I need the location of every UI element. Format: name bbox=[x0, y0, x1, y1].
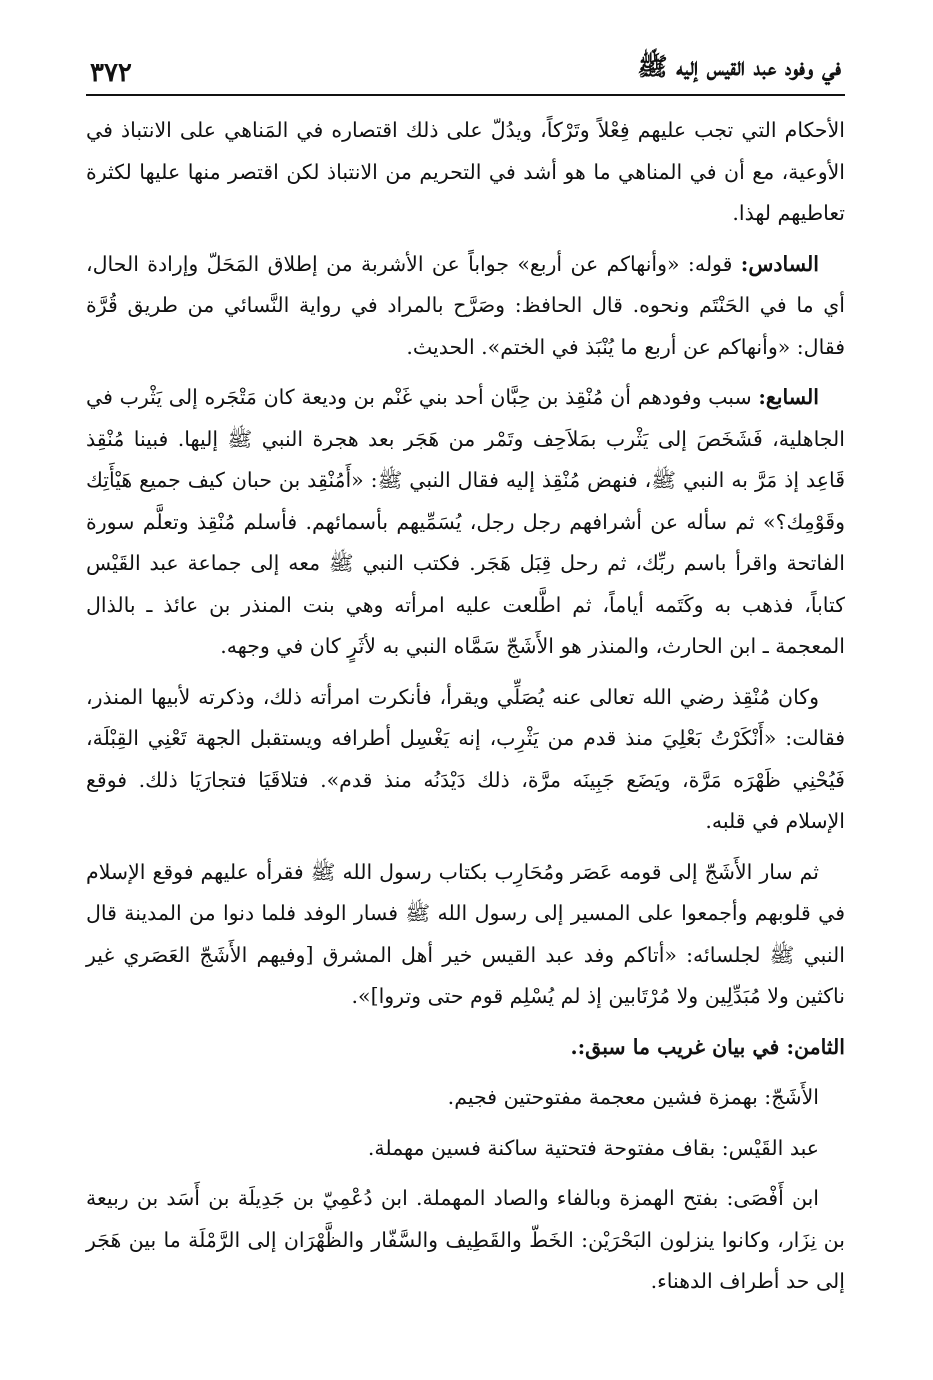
paragraph-1 bbox=[86, 110, 845, 235]
chapter-title: في وفود عبد القيس إليه ﷺ bbox=[637, 52, 841, 81]
section-lead: السادس: bbox=[740, 251, 819, 276]
glossary-entry bbox=[86, 1128, 845, 1170]
paragraph-text: وكان مُنْقِذ رضي الله تعالى عنه يُصَلِّي ويقرأ، فأنكرت امرأته ذلك، وذكرته لأبيها المنذر، فقالت: «أَنْكَرْتُ بَعْلِيَ منذ قدم من يَثْرِب، إنه يَغْسِل أطرافه ويستقبل الجهة تَعْنِي القِبْلَة، فَيُحْنِي ظَهْرَه مَرَّة، ويَضَع جَبِينَه مرَّة، ذلك دَيْدَنُه منذ قدم». فتلاقَيَا فتجارَيَا ذلك. فوقع الإسلام في قلبه. bbox=[86, 684, 845, 833]
body-text bbox=[86, 110, 845, 1303]
running-header bbox=[86, 52, 845, 96]
paragraph-5 bbox=[86, 852, 845, 1018]
paragraph-3 bbox=[86, 377, 845, 668]
paragraph-text: الأَشَجّ: بهمزة فشين معجمة مفتوحتين فجيم. bbox=[447, 1085, 819, 1109]
glossary-entry bbox=[86, 1178, 845, 1303]
section-heading bbox=[86, 1027, 845, 1069]
section-lead: السابع: bbox=[758, 385, 819, 409]
paragraph-text: الأحكام التي تجب عليهم فِعْلاً وتَرْكاً، ويدُلّ على ذلك اقتصاره في المَناهي على الانتباذ في الأوعية، مع أن في المناهي ما هو أشد في التحريم من الانتباذ لكن اقتصر منها عليها لكثرة تعاطيهم لهذا. bbox=[86, 118, 845, 225]
paragraph-4 bbox=[86, 677, 845, 843]
paragraph-2 bbox=[86, 244, 845, 369]
paragraph-text: ابن أَفْصَى: بفتح الهمزة وبالفاء والصاد المهملة. ابن دُعْمِيّ بن جَدِيلَة بن أَسَد بن ربيعة بن نِزَار، وكانوا ينزلون البَحْرَيْن: الخَطّ والقَطِيف والسَّفّار والظَّهْرَان إلى الرَّمْلَة ما بين هَجَر إلى حد أطراف الدهناء. bbox=[86, 1186, 845, 1293]
paragraph-text: عبد القَيْس: بقاف مفتوحة فتحتية ساكنة فسين مهملة. bbox=[367, 1135, 819, 1160]
paragraph-text: قوله: «وأنهاكم عن أربع» جواباً عن الأشربة من إطلاق المَحَلّ وإرادة الحال، أي ما في الحَنْتَم ونحوه. قال الحافظ: وصَرَّح بالمراد في رواية النَّسائي من طريق قُرَّة فقال: «وأنهاكم عن أربع ما يُنْبَذ في الختم». الحديث. bbox=[86, 251, 845, 359]
glossary-entry bbox=[86, 1077, 845, 1119]
heading-text: الثامن: في بيان غريب ما سبق:. bbox=[570, 1034, 845, 1059]
paragraph-text: سبب وفودهم أن مُنْقِذ بن حِبَّان أحد بني غَنْم بن وديعة كان مَتْجَره إلى يَثْرب في الجاهلية، فَشَخَصَ إلى يَثْرب بمَلاَحِف وتَمْر من هَجَر بعد هجرة النبي ﷺ إليها. فبينا مُنْقِذ قَاعِد إذ مَرَّ به النبي ﷺ، فنهض مُنْقِذ إليه فقال النبي ﷺ: «أَمُنْقِد بن حبان كيف جميع هَيْأَتِك وقَوْمِك؟» ثم سأله عن أشرافهم رجل رجل، يُسَمِّيهم بأسمائهم. فأسلم مُنْقِذ وتعلَّم سورة الفاتحة واقرأ باسم ربِّك، ثم رحل قِبَل هَجَر. فكتب النبي ﷺ معه إلى جماعة عبد القَيْس كتاباً، فذهب به وكَتَمه أياماً، ثم اطَّلعت عليه امرأته وهي بنت المنذر بن عائذ ـ بالذال المعجمة ـ ابن الحارث، والمنذر هو الأَشَجّ سَمَّاه النبي به لأثَرٍ كان في وجهه. bbox=[86, 385, 845, 658]
page-number: ٣٧٢ bbox=[90, 58, 132, 88]
paragraph-text: ثم سار الأَشَجّ إلى قومه عَصَر ومُحَارِب بكتاب رسول الله ﷺ فقرأه عليهم فوقع الإسلام في قلوبهم وأجمعوا على المسير إلى رسول الله ﷺ فسار الوفد فلما دنوا من المدينة قال النبي ﷺ لجلسائه: «أتاكم وفد عبد القيس خير أهل المشرق [وفيهم الأَشَجّ العَصَري غير ناكثين ولا مُبَدِّلِين ولا مُرْتَابين إذ لم يُسْلِم قوم حتى وتروا]». bbox=[86, 859, 845, 1008]
